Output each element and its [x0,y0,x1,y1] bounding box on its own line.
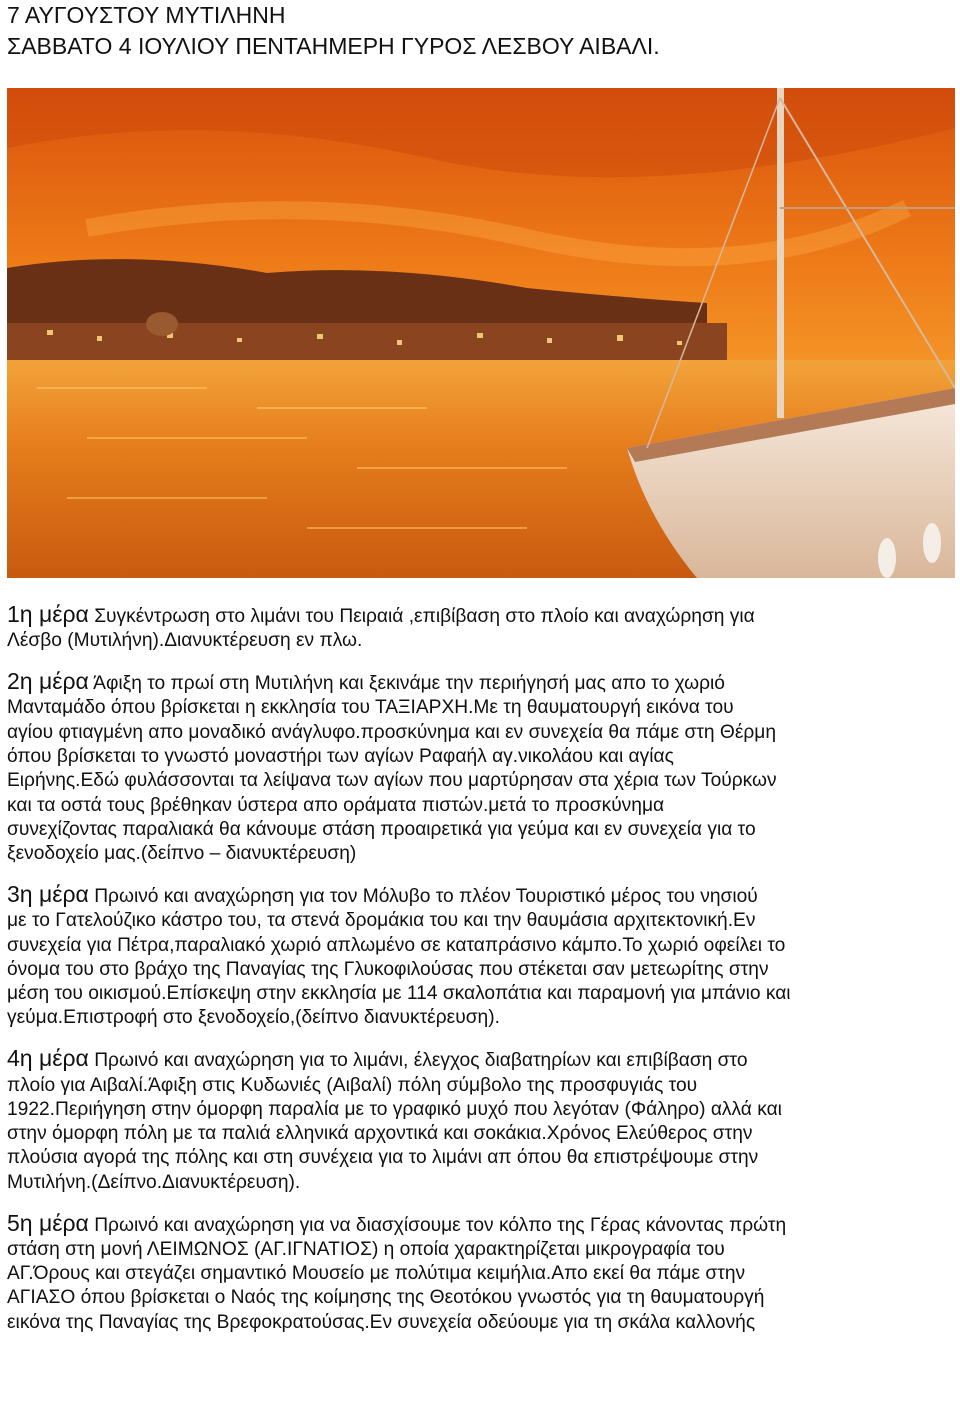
day-1-first-line [7,602,953,629]
itinerary-day-2 [7,669,953,866]
day-4-line-1: Πρωινό και αναχώρηση για το λιμάνι, έλεγχος διαβατηρίων και επιβίβαση στο [88,1050,748,1072]
header-trip-title: ΣΑΒΒΑΤΟ 4 ΙΟΥΛΙΟΥ ΠΕΝΤΑΗΜΕΡΗ ΓΥΡΟΣ ΛΕΣΒΟΥ ΑΙΒΑΛΙ. [7,33,660,59]
day-3-first-line [7,882,953,909]
day-1-label: 1η μέρα [7,601,89,627]
day-3-line-2: με το Γατελούζικο κάστρο του, τα στενά δρομάκια του και την θαυμάσια αρχιτεκτονική.Εν [7,910,756,932]
itinerary-day-4 [7,1046,953,1195]
sunset-harbor-illustration [7,88,955,578]
day-3-label: 3η μέρα [7,880,89,907]
day-1-line-2: Λέσβο (Μυτιλήνη).Διανυκτέρευση εν πλω. [7,630,363,652]
day-5-line-1: Πρωινό και αναχώρηση για να διασχίσουμε τον κόλπο της Γέρας κάνοντας πρώτη [88,1214,787,1236]
day-2-line-5: Ειρήνης.Εδώ φυλάσσονται τα λείψανα των αγίων που μαρτύρησαν στα χέρια των Τούρκων [7,770,777,792]
day-5-line-5: εικόνα της Παναγίας της Βρεφοκρατούσας.Εν συνεχεία οδεύουμε για τη σκάλα καλλονής [7,1311,756,1333]
page-header [7,0,660,62]
day-4-line-4: στην όμορφη πόλη με τα παλιά ελληνικά αρχοντικά και σοκάκια.Χρόνος Ελεύθερος στην [7,1123,753,1145]
day-2-line-6: και τα οστά τους βρέθηκαν ύστερα απο οράματα πιστών.μετά το προσκύνημα [7,794,665,816]
header-date-line: 7 ΑΥΓΟΥΣΤΟΥ ΜΥΤΙΛΗΝΗ [7,2,286,28]
day-4-line-2: πλοίο για Αιβαλί.Άφιξη στις Κυδωνιές (Αιβαλί) πόλη σύμβολο της προσφυγιάς του [7,1074,698,1096]
day-4-line-3: 1922.Περιήγηση στην όμορφη παραλία με το γραφικό μυχό που λεγόταν (Φάληρο) αλλά και [7,1098,782,1120]
day-2-line-1: Άφιξη το πρωί στη Μυτιλήνη και ξεκινάμε την περιήγησή μας απο το χωριό [88,673,725,695]
day-4-first-line [7,1046,953,1073]
day-5-line-3: ΑΓ.Όρους και στεγάζει σημαντικό Μουσείο με πολύτιμα κειμήλια.Απο εκεί θα πάμε στην [7,1263,746,1285]
day-2-line-4: όπου βρίσκεται το γνωστό μοναστήρι των αγίων Ραφαήλ αγ.νικολάου και αγίας [7,745,674,767]
itinerary-day-1 [7,602,953,654]
day-3-line-1: Πρωινό και αναχώρηση για τον Μόλυβο το πλέον Τουριστικό μέρος του νησιού [88,885,758,907]
day-5-line-4: ΑΓΙΑΣΟ όπου βρίσκεται ο Ναός της κοίμησης της Θεοτόκου γνωστός για τη θαυματουργή [7,1287,765,1309]
day-2-line-7: συνεχίζοντας παραλιακά θα κάνουμε στάση προαιρετικά για γεύμα και εν συνεχεία για το [7,818,756,840]
day-5-line-2: στάση στη μονή ΛΕΙΜΩΝΟΣ (ΑΓ.ΙΓΝΑΤΙΟΣ) η οποία χαρακτηρίζεται μικρογραφία του [7,1238,725,1260]
itinerary [7,602,953,1351]
day-5-first-line [7,1211,953,1238]
day-1-line-1: Συγκέντρωση στο λιμάνι του Πειραιά ,επιβίβαση στο πλοίο και αναχώρηση για [88,606,755,627]
day-3-line-3: συνεχεία για Πέτρα,παραλιακό χωριό απλωμένο σε καταπράσινο κάμπο.Το χωριό οφείλει το [7,934,786,956]
day-3-line-5: μέση του οικισμού.Επίσκεψη στην εκκλησία με 114 σκαλοπάτια και παραμονή για μπάνιο και [7,983,791,1005]
day-2-line-2: Μανταμάδο όπου βρίσκεται η εκκλησία του ΤΑΞΙΑΡΧΗ.Με τη θαυματουργή εικόνα του [7,697,734,719]
day-4-line-6: Μυτιλήνη.(Δείπνο.Διανυκτέρευση). [7,1171,301,1193]
itinerary-day-5 [7,1211,953,1335]
itinerary-day-3 [7,882,953,1031]
day-2-first-line [7,669,953,696]
day-2-line-3: αγίου φτιαγμένη απο μοναδικό ανάγλυφο.προσκύνημα και εν συνεχεία θα πάμε στη Θέρμη [7,721,777,743]
day-3-line-4: όνομα του στο βράχο της Παναγίας της Γλυκοφιλούσας που στέκεται σαν μετεωρίτης στην [7,958,769,980]
day-3-line-6: γεύμα.Επιστροφή στο ξενοδοχείο,(δείπνο διανυκτέρευση). [7,1007,500,1029]
day-4-label: 4η μέρα [7,1045,89,1072]
sunset-harbor-photo [7,88,955,578]
day-5-label: 5η μέρα [7,1209,89,1236]
day-2-line-8: ξενοδοχείο μας.(δείπνο – διανυκτέρευση) [7,843,357,865]
day-2-label: 2η μέρα [7,668,89,695]
day-4-line-5: πλούσια αγορά της πόλης και στη συνέχεια για το λιμάνι απ όπου θα επιστρέψουμε στην [7,1147,759,1169]
